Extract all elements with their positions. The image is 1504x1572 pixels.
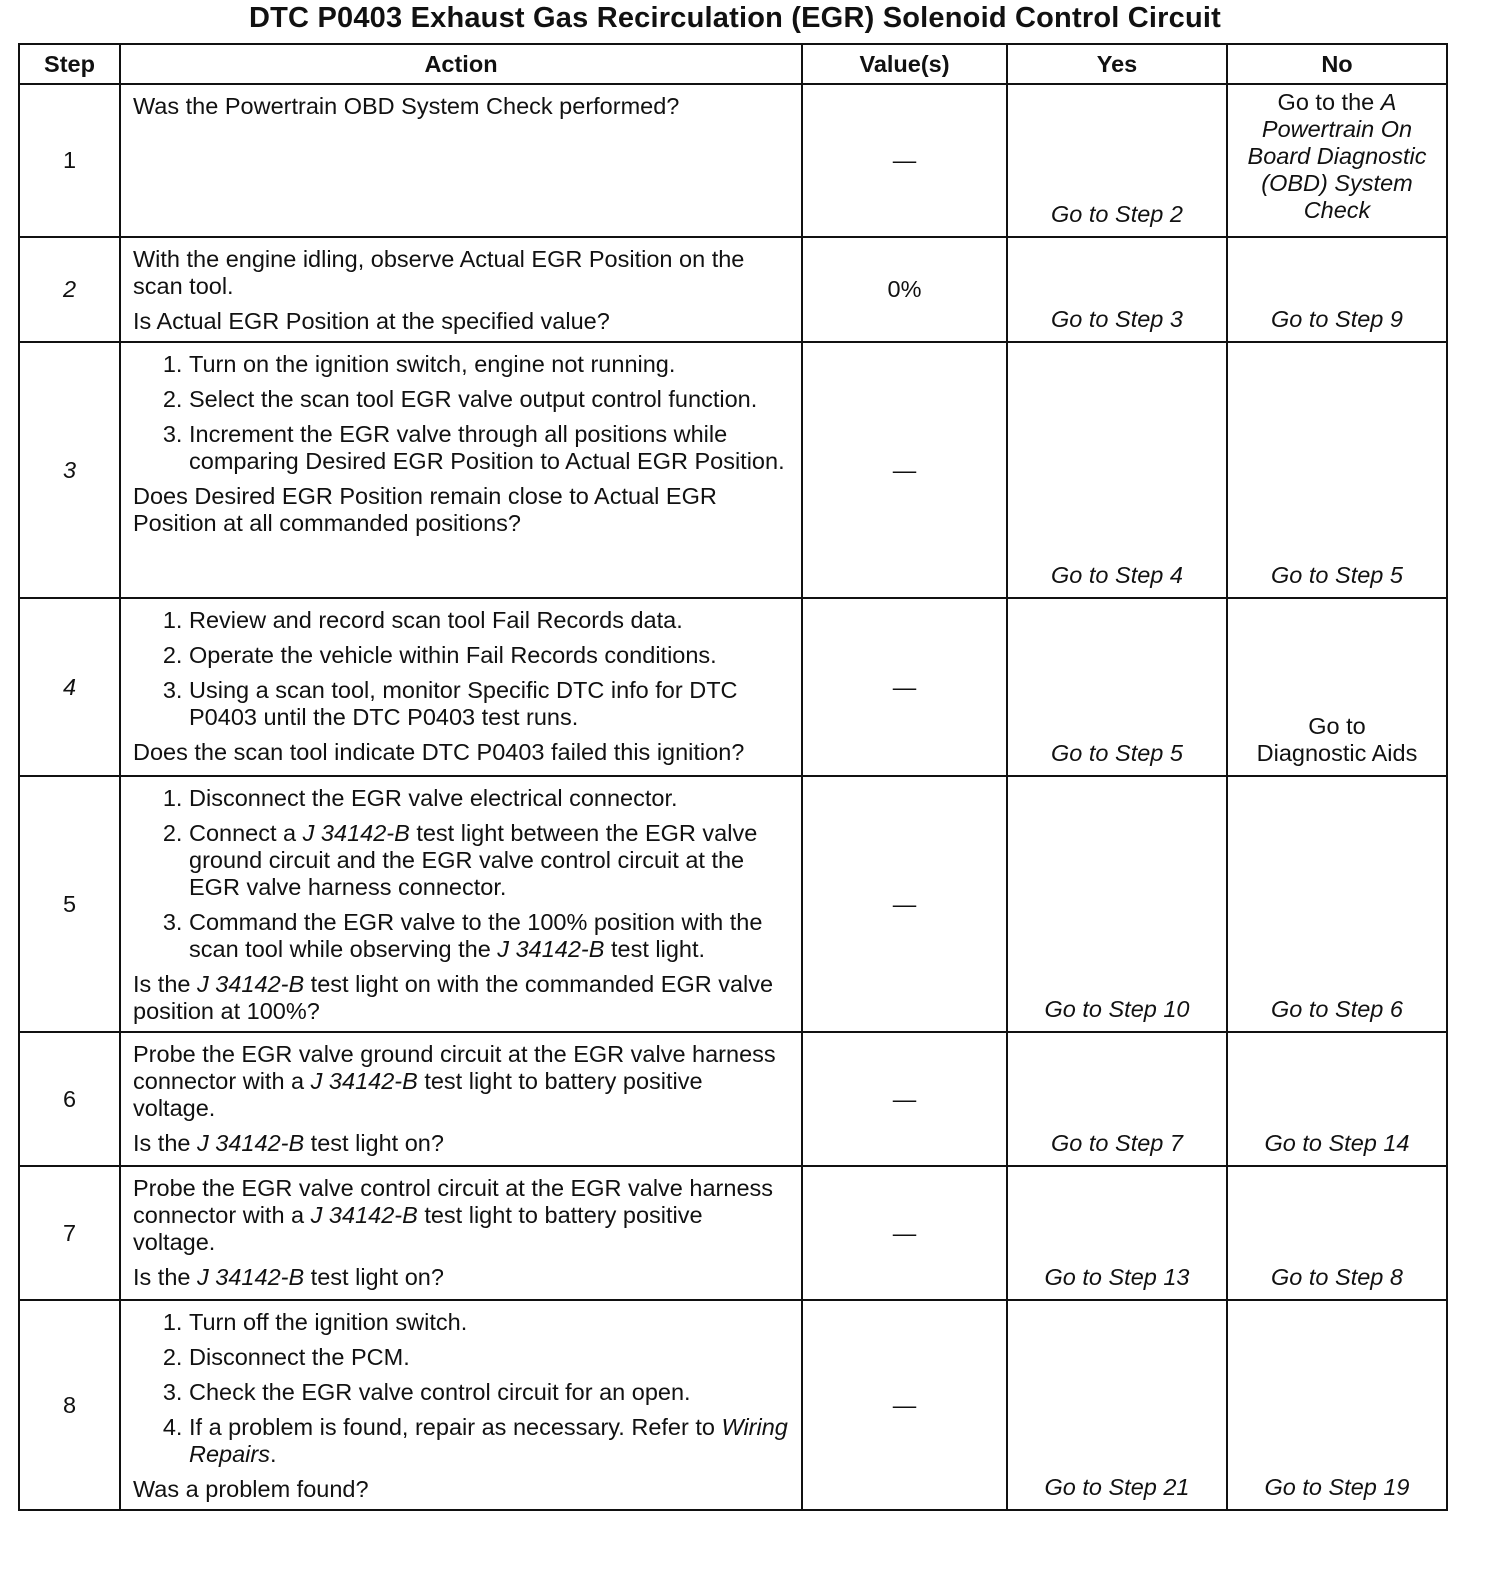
yes-cell: Go to Step 3 [1007,237,1227,342]
yes-cell: Go to Step 10 [1007,776,1227,1032]
diagnostic-table [18,43,1448,1511]
action-steps-list [133,607,791,731]
header-step: Step [19,44,120,84]
no-cell [1227,84,1447,237]
obd-check-reference: A Powertrain On Board Diagnostic (OBD) System Check [1247,89,1427,223]
action-cell [120,1166,802,1300]
text-segment: Is the [133,1264,198,1290]
question-text: Was the Powertrain OBD System Check performed? [133,93,680,119]
list-item: 2. Select the scan tool EGR valve output control function. [189,386,791,413]
step-number: 3 [19,342,120,598]
no-line: Go to [1308,713,1366,739]
value-cell: — [802,1300,1007,1510]
step-number: 5 [19,776,120,1032]
list-item: 2. Disconnect the PCM. [189,1344,791,1371]
action-cell [120,1032,802,1166]
value-cell: — [802,342,1007,598]
value-cell: — [802,598,1007,776]
header-yes: Yes [1007,44,1227,84]
step-number: 6 [19,1032,120,1166]
no-line: Diagnostic Aids [1256,740,1418,766]
step-number: 1 [19,84,120,237]
tool-name: J 34142-B [302,820,410,846]
no-cell: Go to Step 8 [1227,1166,1447,1300]
text-segment: test light on with the commanded EGR valve position at 100%? [133,971,774,1024]
list-item: 3. Using a scan tool, monitor Specific DTC info for DTC P0403 until the DTC P0403 test runs. [189,677,791,731]
no-cell: Go to Step 5 [1227,342,1447,598]
table-row [19,1032,1447,1166]
action-cell [120,598,802,776]
text-segment: Is the [133,1130,198,1156]
text-segment: Probe the EGR valve control circuit at the EGR valve harness connector with a [133,1175,774,1228]
action-steps-list [133,1309,791,1468]
action-cell [120,342,802,598]
list-item: 1. Review and record scan tool Fail Records data. [189,607,791,634]
wiring-repairs-reference: Wiring Repairs [189,1414,788,1467]
list-item: 3. Increment the EGR valve through all positions while comparing Desired EGR Position to Actual EGR Position. [189,421,791,475]
text-segment: Probe the EGR valve ground circuit at the EGR valve harness connector with a [133,1041,776,1094]
question-text: Is Actual EGR Position at the specified value? [133,308,610,334]
text-segment: Connect a [189,820,303,846]
text-segment: test light on? [304,1130,444,1156]
table-row [19,84,1447,237]
no-cell [1227,598,1447,776]
text-segment: test light between the EGR valve ground circuit and the EGR valve control circuit at the EGR valve harness connector. [189,820,758,900]
yes-cell: Go to Step 13 [1007,1166,1227,1300]
header-values: Value(s) [802,44,1007,84]
table-row [19,237,1447,342]
no-cell: Go to Step 6 [1227,776,1447,1032]
tool-name: J 34142-B [197,1130,305,1156]
header-action: Action [120,44,802,84]
list-item: 1. Disconnect the EGR valve electrical connector. [189,785,791,812]
action-cell [120,1300,802,1510]
tool-name: J 34142-B [197,1264,305,1290]
tool-name: J 34142-B [310,1068,418,1094]
yes-cell: Go to Step 4 [1007,342,1227,598]
no-cell: Go to Step 9 [1227,237,1447,342]
text-segment: test light on? [304,1264,444,1290]
question-text [133,971,791,1025]
text-segment: If a problem is found, repair as necessary. Refer to [189,1414,722,1440]
step-number: 8 [19,1300,120,1510]
value-cell: — [802,84,1007,237]
tool-name: J 34142-B [310,1202,418,1228]
action-cell [120,84,802,237]
list-item [189,1414,791,1468]
tool-name: J 34142-B [497,936,605,962]
table-row [19,598,1447,776]
instruction-text: With the engine idling, observe Actual EGR Position on the scan tool. [133,246,745,299]
list-item [189,909,791,963]
text-segment: test light. [604,936,706,962]
yes-cell: Go to Step 5 [1007,598,1227,776]
no-prefix: Go to the [1277,89,1381,115]
table-row [19,342,1447,598]
question-text: Does the scan tool indicate DTC P0403 failed this ignition? [133,739,745,765]
no-cell: Go to Step 14 [1227,1032,1447,1166]
step-number: 4 [19,598,120,776]
yes-cell: Go to Step 7 [1007,1032,1227,1166]
step-number: 7 [19,1166,120,1300]
list-item: 1. Turn on the ignition switch, engine not running. [189,351,791,378]
table-row [19,776,1447,1032]
text-segment: test light to battery positive voltage. [133,1202,703,1255]
list-item [189,820,791,901]
list-item: 3. Check the EGR valve control circuit for an open. [189,1379,791,1406]
text-segment: Command the EGR valve to the 100% position with the scan tool while observing the [189,909,763,962]
text-segment: test light to battery positive voltage. [133,1068,703,1121]
value-cell: — [802,776,1007,1032]
step-number: 2 [19,237,120,342]
yes-cell: Go to Step 21 [1007,1300,1227,1510]
yes-cell: Go to Step 2 [1007,84,1227,237]
list-item: 1. Turn off the ignition switch. [189,1309,791,1336]
no-cell: Go to Step 19 [1227,1300,1447,1510]
instruction-text [133,1175,791,1256]
question-text: Was a problem found? [133,1476,369,1502]
value-cell: — [802,1032,1007,1166]
list-item: 2. Operate the vehicle within Fail Records conditions. [189,642,791,669]
action-steps-list [133,785,791,963]
page-title: DTC P0403 Exhaust Gas Recirculation (EGR) Solenoid Control Circuit [249,2,1221,34]
header-no: No [1227,44,1447,84]
table-row [19,1300,1447,1510]
question-text [133,1264,791,1291]
question-text [133,1130,791,1157]
action-steps-list [133,351,791,475]
header-row [19,44,1447,84]
text-segment: Is the [133,971,198,997]
value-cell: 0% [802,237,1007,342]
table-row [19,1166,1447,1300]
question-text: Does Desired EGR Position remain close to Actual EGR Position at all commanded positions? [133,483,717,536]
instruction-text [133,1041,791,1122]
text-segment: . [269,1441,277,1467]
tool-name: J 34142-B [197,971,305,997]
action-cell [120,237,802,342]
value-cell: — [802,1166,1007,1300]
action-cell [120,776,802,1032]
